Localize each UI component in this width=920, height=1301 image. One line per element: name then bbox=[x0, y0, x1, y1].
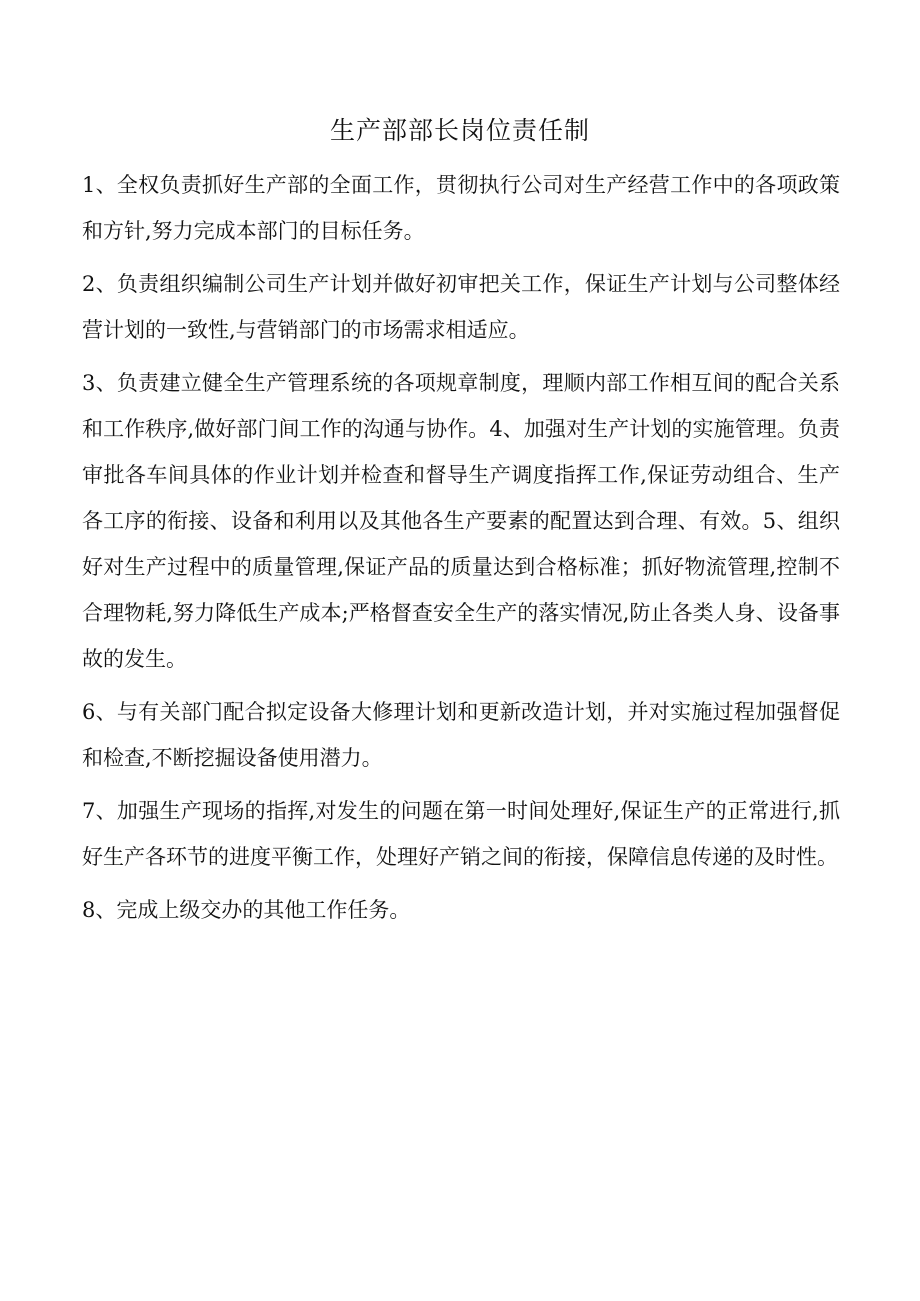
document-body bbox=[82, 162, 840, 940]
paragraph-2: 2、负责组织编制公司生产计划并做好初审把关工作，保证生产计划与公司整体经营计划的一致性,与营销部门的市场需求相适应。 bbox=[82, 272, 840, 342]
paragraph-3: 3、负责建立健全生产管理系统的各项规章制度，理顺内部工作相互间的配合关系和工作秩序,做好部门间工作的沟通与协作。4、加强对生产计划的实施管理。负责审批各车间具体的作业计划并检查和督导生产调度指挥工作,保证劳动组合、生产各工序的衔接、设备和利用以及其他各生产要素的配置达到合理、有效。5、组织好对生产过程中的质量管理,保证产品的质量达到合格标准；抓好物流管理,控制不合理物耗,努力降低生产成本;严格督查安全生产的落实情况,防止各类人身、设备事故的发生。 bbox=[82, 371, 840, 671]
paragraph-5: 7、加强生产现场的指挥,对发生的问题在第一时间处理好,保证生产的正常进行,抓好生产各环节的进度平衡工作，处理好产销之间的衔接，保障信息传递的及时性。 bbox=[82, 799, 840, 869]
document-title: 生产部部长岗位责任制 bbox=[329, 116, 590, 145]
paragraph-4: 6、与有关部门配合拟定设备大修理计划和更新改造计划，并对实施过程加强督促和检查,不断挖掘设备使用潜力。 bbox=[82, 700, 840, 770]
paragraph-1: 1、全权负责抓好生产部的全面工作，贯彻执行公司对生产经营工作中的各项政策和方针,努力完成本部门的目标任务。 bbox=[82, 173, 840, 243]
paragraph-6: 8、完成上级交办的其他工作任务。 bbox=[82, 898, 411, 922]
